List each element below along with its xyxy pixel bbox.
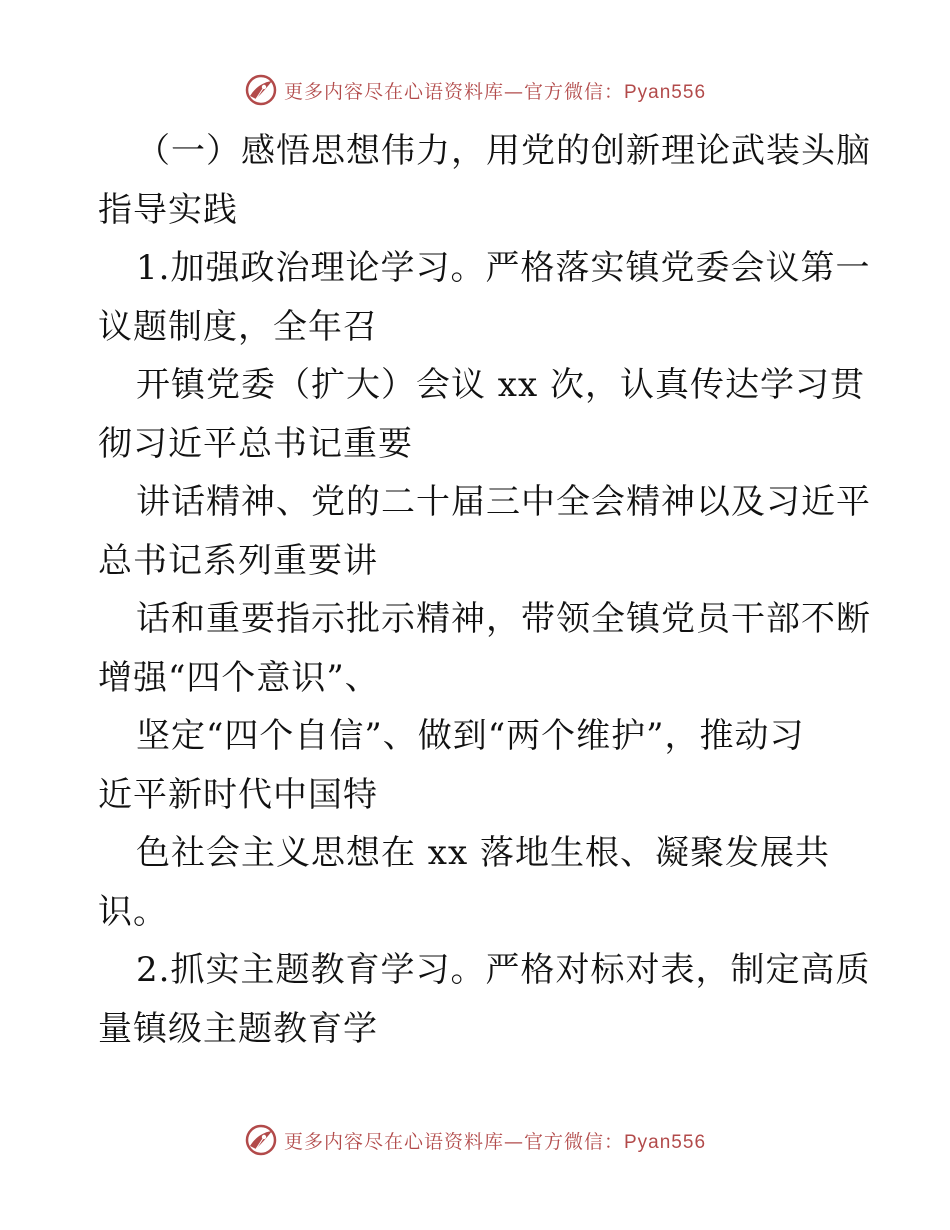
- text-line: 增强“四个意识”、: [98, 657, 380, 698]
- text-line: 总书记系列重要讲: [98, 540, 378, 581]
- pen-nib-logo-icon: [244, 1123, 278, 1157]
- text-line: 议题制度，全年召: [98, 306, 378, 347]
- text-line: 量镇级主题教育学: [98, 1008, 378, 1049]
- text-line: 话和重要指示批示精神，带领全镇党员干部不断: [136, 599, 871, 639]
- wechat-id: Pyan556: [624, 81, 707, 103]
- text-line: 色社会主义思想在 xx 落地生根、凝聚发展共: [136, 833, 830, 873]
- text-line: 近平新时代中国特: [98, 774, 378, 815]
- text-line: 彻习近平总书记重要: [98, 423, 413, 464]
- paragraph-start: 2.抓实主题教育学习。严格对标对表，制定高质: [136, 950, 871, 990]
- wechat-id: Pyan556: [624, 1131, 707, 1153]
- banner-text: 更多内容尽在心语资料库—官方微信：Pyan556: [283, 80, 707, 103]
- pen-nib-logo-icon: [244, 73, 278, 107]
- document-body: [98, 122, 871, 1058]
- banner-text: 更多内容尽在心语资料库—官方微信：Pyan556: [283, 1130, 707, 1153]
- paragraph-start: 1.加强政治理论学习。严格落实镇党委会议第一: [136, 248, 871, 288]
- text-line: 指导实践: [98, 189, 238, 230]
- text-line: 坚定“四个自信”、做到“两个维护”，推动习: [136, 716, 805, 756]
- text-line: 开镇党委（扩大）会议 xx 次，认真传达学习贯: [136, 365, 865, 405]
- text-line: 讲话精神、党的二十届三中全会精神以及习近平: [136, 482, 871, 522]
- footer-banner: [0, 1120, 950, 1160]
- section-heading: （一）感悟思想伟力，用党的创新理论武装头脑: [136, 131, 871, 171]
- header-banner: [0, 70, 950, 110]
- text-line: 识。: [98, 891, 168, 932]
